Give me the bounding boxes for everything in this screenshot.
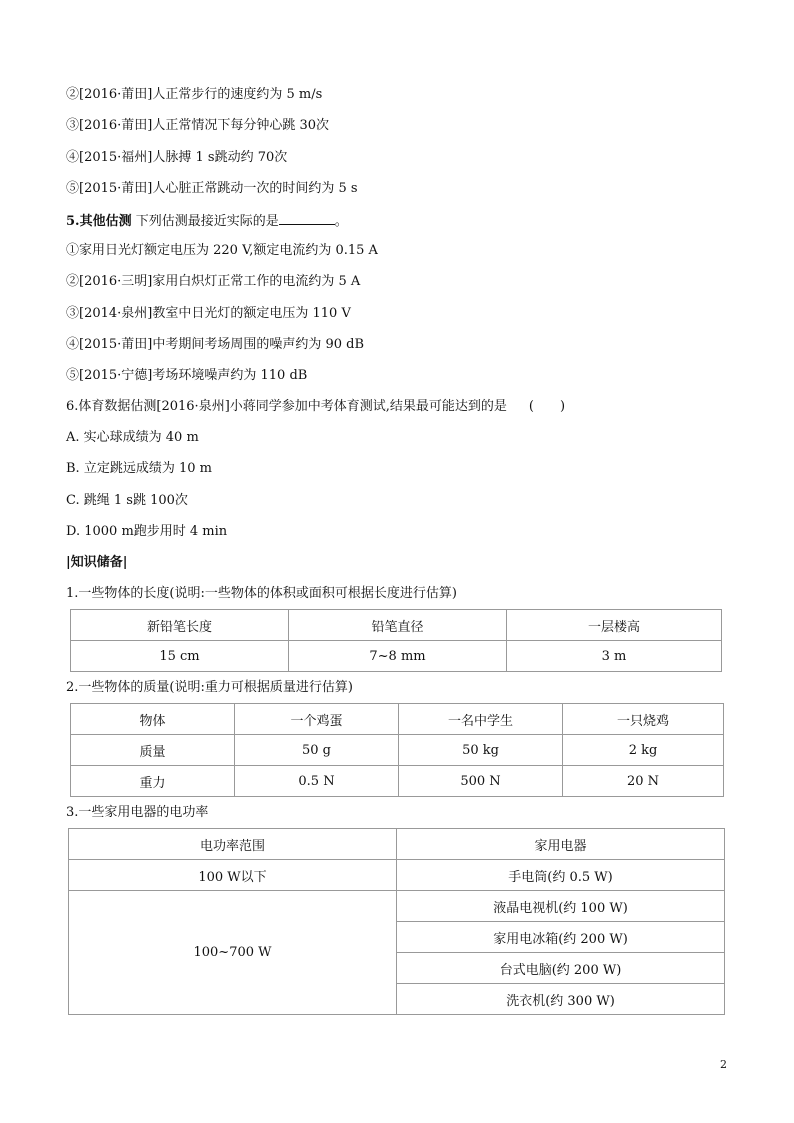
table-cell: 台式电脑(约 200 W) [397,953,725,984]
table-cell: 重力 [71,766,235,797]
power-table [68,828,725,1015]
table-cell: 质量 [71,735,235,766]
item-line: ⑤[2015·莆田]人心脏正常跳动一次的时间约为 5 s [66,181,358,196]
item-line: ②[2016·莆田]人正常步行的速度约为 5 m/s [66,87,323,102]
answer-parentheses: ( ) [528,399,566,414]
mass-table [70,703,724,797]
length-table [70,609,722,672]
table-cell: 50 g [235,735,399,766]
table-cell: 3 m [507,641,722,672]
table-header-cell: 一个鸡蛋 [235,704,399,735]
table-cell: 家用电冰箱(约 200 W) [397,922,725,953]
table-row [69,860,725,891]
table-cell: 洗衣机(约 300 W) [397,984,725,1015]
table-3-caption: 3.一些家用电器的电功率 [66,805,209,820]
answer-blank [279,211,335,225]
item-line: ④[2015·福州]人脉搏 1 s跳动约 70次 [66,150,288,165]
q5-item: ④[2015·莆田]中考期间考场周围的噪声约为 90 dB [66,337,365,352]
question-6 [66,398,565,416]
q5-item: ⑤[2015·宁德]考场环境噪声约为 110 dB [66,368,308,383]
table-row [71,766,724,797]
table-row [71,735,724,766]
table-1-caption: 1.一些物体的长度(说明:一些物体的体积或面积可根据长度进行估算) [66,586,457,601]
table-cell: 100 W以下 [69,860,397,891]
q6-option-a: A. 实心球成绩为 40 m [66,430,199,445]
table-header-cell: 新铅笔长度 [71,610,289,641]
question-5 [66,211,348,231]
table-2-caption: 2.一些物体的质量(说明:重力可根据质量进行估算) [66,680,353,695]
table-cell: 50 kg [399,735,563,766]
q5-item: ③[2014·泉州]教室中日光灯的额定电压为 110 V [66,306,351,321]
q6-option-b: B. 立定跳远成绩为 10 m [66,461,212,476]
table-header-cell: 一层楼高 [507,610,722,641]
question-5-heading: 5.其他估测 [66,214,132,229]
table-cell: 0.5 N [235,766,399,797]
question-6-text: 6.体育数据估测[2016·泉州]小蒋同学参加中考体育测试,结果最可能达到的是 [66,399,507,414]
table-header-cell: 电功率范围 [69,829,397,860]
question-5-text: 下列估测最接近实际的是 [131,214,279,229]
table-cell: 手电筒(约 0.5 W) [397,860,725,891]
question-5-tail: 。 [334,214,348,229]
table-cell: 2 kg [563,735,724,766]
q5-item: ①家用日光灯额定电压为 220 V,额定电流约为 0.15 A [66,243,378,258]
table-header-cell: 物体 [71,704,235,735]
knowledge-heading: |知识储备| [66,555,128,570]
table-row [69,891,725,922]
item-line: ③[2016·莆田]人正常情况下每分钟心跳 30次 [66,118,330,133]
table-cell: 500 N [399,766,563,797]
q6-option-d: D. 1000 m跑步用时 4 min [66,524,228,539]
table-cell: 7~8 mm [289,641,507,672]
table-cell: 100~700 W [69,891,397,1015]
table-header-cell: 铅笔直径 [289,610,507,641]
table-header-cell: 一名中学生 [399,704,563,735]
q6-option-c: C. 跳绳 1 s跳 100次 [66,493,188,508]
q5-item: ②[2016·三明]家用白炽灯正常工作的电流约为 5 A [66,274,361,289]
table-cell: 15 cm [71,641,289,672]
table-header-cell: 一只烧鸡 [563,704,724,735]
page-number: 2 [720,1058,727,1071]
table-cell: 液晶电视机(约 100 W) [397,891,725,922]
table-cell: 20 N [563,766,724,797]
table-header-cell: 家用电器 [397,829,725,860]
